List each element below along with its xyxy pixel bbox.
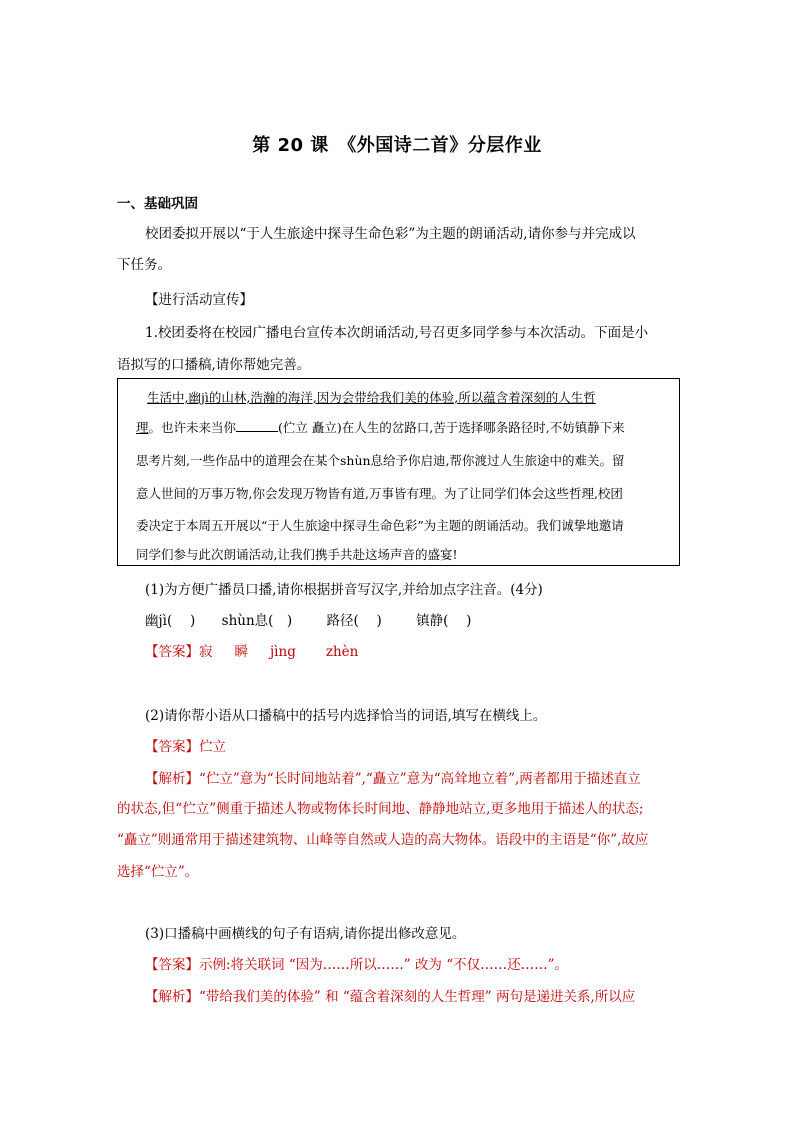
answer-text: jìng xyxy=(270,644,296,660)
underlined-sentence-end: 理 xyxy=(136,420,149,435)
answer-label: 【答案】 xyxy=(145,739,199,755)
item-text: shùn息( ) xyxy=(221,613,293,629)
sub-question-2: (2)请你帮小语从口播稿中的括号内选择恰当的词语,填写在横线上。 xyxy=(145,708,547,724)
script-line-6: 同学们参与此次朗诵活动,让我们携手共赴这场声音的盛宴! xyxy=(136,547,458,562)
answer-text: zhèn xyxy=(325,644,359,660)
item-text: 幽jì( ) xyxy=(145,613,196,629)
script-line-2 xyxy=(136,418,625,436)
analysis-text: “伫立”意为“长时间地站着”,“矗立”意为“高耸地立着”,两者都用于描述直立 xyxy=(199,771,641,787)
answer-text: 瞬 xyxy=(234,644,248,660)
item-text: 镇静( ) xyxy=(416,613,472,629)
question-1-line-1: 1.校团委将在校园广播电台宣传本次朗诵活动,号召更多同学参与本次活动。下面是小 xyxy=(145,325,649,341)
analysis-label: 【解析】 xyxy=(145,989,199,1005)
script-line-3: 思考片刻,一些作品中的道理会在某个shùn息给予你启迪,帮你渡过人生旅途中的难关。留 xyxy=(136,453,625,468)
section-heading: 一、基础巩固 xyxy=(117,196,198,212)
sub-question-1-items xyxy=(145,609,705,629)
answer-text: 示例:将关联词 “因为……所以……” 改为 “不仅……还……”。 xyxy=(199,957,569,973)
broadcast-script-box xyxy=(117,378,680,566)
activity-heading: 【进行活动宣传】 xyxy=(145,292,253,308)
page-title: 第 20 课 《外国诗二首》分层作业 xyxy=(252,135,542,156)
sub-question-1: (1)为方便广播员口播,请你根据拼音写汉字,并给加点字注音。(4分) xyxy=(145,582,543,598)
answer-label: 【答案】 xyxy=(145,957,199,973)
underlined-sentence: 生活中,幽jì的山林,浩瀚的海洋,因为会带给我们美的体验,所以蕴含着深刻的人生哲 xyxy=(147,390,596,405)
script-line-1 xyxy=(147,388,596,406)
script-line-4: 意人世间的万事万物,你会发现万物皆有道,万事皆有理。为了让同学们体会这些哲理,校团 xyxy=(136,486,623,501)
analysis-2-line-1 xyxy=(145,767,705,787)
analysis-text: “带给我们美的体验” 和 “蕴含着深刻的人生哲理” 两句是递进关系,所以应 xyxy=(199,989,636,1005)
answer-2 xyxy=(145,735,705,755)
intro-line-1: 校团委拟开展以“于人生旅途中探寻生命色彩”为主题的朗诵活动,请你参与并完成以 xyxy=(145,226,636,242)
answer-text: 寂 xyxy=(199,644,213,660)
fill-blank xyxy=(236,419,278,432)
answer-3 xyxy=(145,953,705,973)
item-text: 路径( ) xyxy=(326,613,382,629)
intro-line-2: 下任务。 xyxy=(117,257,171,273)
analysis-2-line-2: 的状态,但“伫立”侧重于描述人物或物体长时间地、静静地站立,更多地用于描述人的状态; xyxy=(117,801,644,817)
analysis-3-line-1 xyxy=(145,985,705,1005)
analysis-label: 【解析】 xyxy=(145,771,199,787)
script-text: 。也许未来当你 xyxy=(148,420,237,435)
script-text: (伫立 矗立)在人生的岔路口,苦于选择哪条路径时,不妨镇静下来 xyxy=(278,420,625,435)
question-1-line-2: 语拟写的口播稿,请你帮她完善。 xyxy=(117,357,311,373)
answer-label: 【答案】 xyxy=(145,644,199,660)
analysis-2-line-4: 选择“伫立”。 xyxy=(117,864,199,880)
analysis-2-line-3: “矗立”则通常用于描述建筑物、山峰等自然或人造的高大物体。语段中的主语是“你”,故应 xyxy=(117,832,649,848)
script-line-5: 委决定于本周五开展以“于人生旅途中探寻生命色彩”为主题的朗诵活动。我们诚挚地邀请 xyxy=(136,518,624,533)
answer-text: 伫立 xyxy=(199,739,226,755)
sub-question-3: (3)口播稿中画横线的句子有语病,请你提出修改意见。 xyxy=(145,926,466,942)
answer-1 xyxy=(145,640,705,660)
